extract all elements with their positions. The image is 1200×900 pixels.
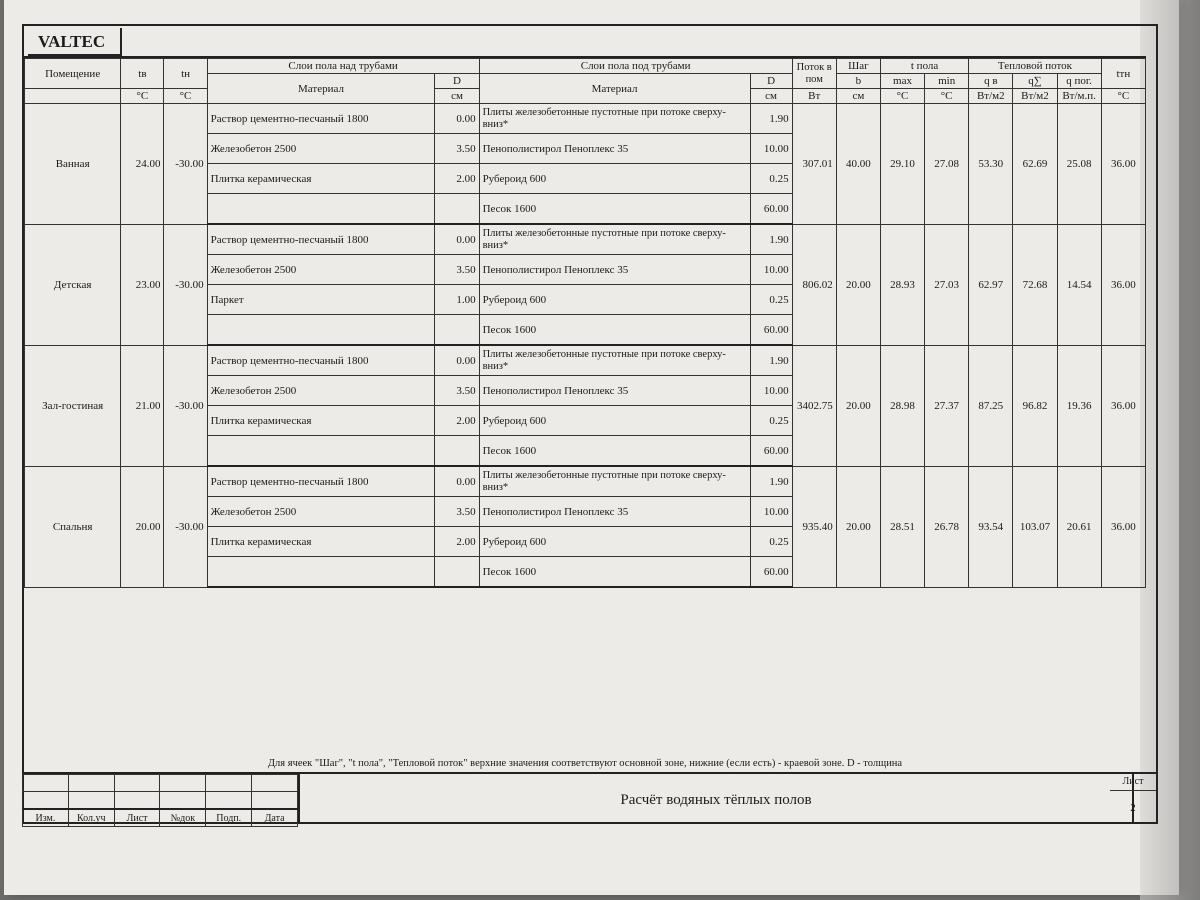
room-qpog: 20.61 (1057, 466, 1101, 587)
room-step: 20.00 (836, 345, 880, 466)
room-t-max: 28.51 (880, 466, 924, 587)
room-qsum: 62.69 (1013, 104, 1057, 225)
above-thickness: 0.00 (435, 345, 479, 376)
sheet-number: 2 (1130, 802, 1136, 814)
above-material: Плитка керамическая (207, 164, 435, 194)
below-material: Плиты железобетонные пустотные при потоке сверху-вниз* (479, 104, 750, 134)
below-thickness: 0.25 (750, 527, 792, 557)
col-step: Шаг (836, 59, 880, 74)
room-tn: -30.00 (164, 466, 207, 587)
below-thickness: 10.00 (750, 376, 792, 406)
col-above-d: D (435, 74, 479, 89)
col-room: Помещение (25, 59, 121, 89)
below-thickness: 60.00 (750, 436, 792, 467)
col-below-material: Материал (479, 74, 750, 104)
below-thickness: 10.00 (750, 497, 792, 527)
below-material: Песок 1600 (479, 557, 750, 588)
above-thickness (435, 436, 479, 467)
stamp-label-izm: Изм. (23, 809, 69, 827)
unit-tn: °C (164, 89, 207, 104)
stamp-label-podp: Подп. (206, 809, 252, 827)
col-t-min: min (925, 74, 969, 89)
floor-heating-table (24, 58, 1146, 588)
below-thickness: 10.00 (750, 255, 792, 285)
room-qsum: 96.82 (1013, 345, 1057, 466)
above-thickness: 2.00 (435, 164, 479, 194)
unit-ttn: °C (1101, 89, 1145, 104)
above-thickness: 0.00 (435, 104, 479, 134)
above-thickness: 3.50 (435, 255, 479, 285)
unit-room (25, 89, 121, 104)
below-thickness: 60.00 (750, 557, 792, 588)
below-material: Плиты железобетонные пустотные при потоке сверху-вниз* (479, 345, 750, 376)
above-material (207, 557, 435, 588)
unit-qpog: Вт/м.п. (1057, 89, 1101, 104)
above-material: Железобетон 2500 (207, 255, 435, 285)
below-thickness: 1.90 (750, 224, 792, 255)
above-material (207, 194, 435, 225)
room-qsum: 103.07 (1013, 466, 1057, 587)
room-heat-flow: 307.01 (792, 104, 836, 225)
above-thickness: 3.50 (435, 134, 479, 164)
room-tn: -30.00 (164, 345, 207, 466)
col-above-material: Материал (207, 74, 435, 104)
above-material: Раствор цементно-песчаный 1800 (207, 104, 435, 134)
table-row (25, 345, 1146, 376)
below-thickness: 0.25 (750, 164, 792, 194)
col-qpog: q пог. (1057, 74, 1101, 89)
room-heat-flow: 3402.75 (792, 345, 836, 466)
above-thickness: 3.50 (435, 497, 479, 527)
col-above-layers: Слои пола над трубами (207, 59, 479, 74)
below-thickness: 1.90 (750, 345, 792, 376)
room-qv: 93.54 (969, 466, 1013, 587)
room-name: Зал-гостиная (25, 345, 121, 466)
stamp-label-list: Лист (114, 809, 160, 827)
table-row (25, 104, 1146, 134)
room-tv: 21.00 (121, 345, 164, 466)
above-material: Железобетон 2500 (207, 376, 435, 406)
below-thickness: 60.00 (750, 315, 792, 346)
above-material: Паркет (207, 285, 435, 315)
above-material: Раствор цементно-песчаный 1800 (207, 224, 435, 255)
room-name: Спальня (25, 466, 121, 587)
above-material: Раствор цементно-песчаный 1800 (207, 345, 435, 376)
room-ttn: 36.00 (1101, 466, 1145, 587)
room-qpog: 14.54 (1057, 224, 1101, 345)
unit-below-d: см (750, 89, 792, 104)
stamp-label-data: Дата (252, 809, 298, 827)
document-title: Расчёт водяных тёплых полов (298, 774, 1134, 824)
col-flow: Поток в пом (792, 59, 836, 89)
below-thickness: 60.00 (750, 194, 792, 225)
above-material: Раствор цементно-песчаный 1800 (207, 466, 435, 497)
col-below-layers: Слои пола под трубами (479, 59, 792, 74)
above-thickness (435, 557, 479, 588)
room-step: 20.00 (836, 224, 880, 345)
room-heat-flow: 935.40 (792, 466, 836, 587)
above-material (207, 436, 435, 467)
room-ttn: 36.00 (1101, 345, 1145, 466)
below-material: Пенополистирол Пеноплекс 35 (479, 376, 750, 406)
below-material: Песок 1600 (479, 436, 750, 467)
room-qpog: 25.08 (1057, 104, 1101, 225)
col-qsum: q∑ (1013, 74, 1057, 89)
col-tv: tв (121, 59, 164, 89)
company-logo: VALTEC (28, 28, 122, 56)
room-t-min: 27.37 (925, 345, 969, 466)
above-thickness: 2.00 (435, 406, 479, 436)
room-step: 40.00 (836, 104, 880, 225)
room-name: Ванная (25, 104, 121, 225)
below-thickness: 0.25 (750, 285, 792, 315)
unit-above-d: см (435, 89, 479, 104)
room-ttn: 36.00 (1101, 104, 1145, 225)
below-material: Песок 1600 (479, 194, 750, 225)
stamp-label-ndok: №док (160, 809, 206, 827)
col-ttn: tтн (1101, 59, 1145, 89)
room-qv: 87.25 (969, 345, 1013, 466)
col-t-floor: t пола (880, 59, 968, 74)
above-thickness: 2.00 (435, 527, 479, 557)
room-t-min: 26.78 (925, 466, 969, 587)
below-material: Плиты железобетонные пустотные при потоке сверху-вниз* (479, 466, 750, 497)
above-thickness: 3.50 (435, 376, 479, 406)
below-material: Рубероид 600 (479, 527, 750, 557)
table-row (25, 224, 1146, 255)
room-tn: -30.00 (164, 224, 207, 345)
above-thickness: 0.00 (435, 224, 479, 255)
room-t-max: 28.98 (880, 345, 924, 466)
room-tv: 20.00 (121, 466, 164, 587)
above-thickness (435, 194, 479, 225)
col-heat-flow: Тепловой поток (969, 59, 1101, 74)
above-thickness: 1.00 (435, 285, 479, 315)
below-thickness: 0.25 (750, 406, 792, 436)
unit-t-max: °C (880, 89, 924, 104)
room-qpog: 19.36 (1057, 345, 1101, 466)
unit-tv: °C (121, 89, 164, 104)
below-material: Пенополистирол Пеноплекс 35 (479, 134, 750, 164)
below-material: Песок 1600 (479, 315, 750, 346)
col-t-max: max (880, 74, 924, 89)
unit-qv: Вт/м2 (969, 89, 1013, 104)
below-material: Пенополистирол Пеноплекс 35 (479, 497, 750, 527)
sheet-label: Лист (1110, 774, 1156, 791)
col-qv: q в (969, 74, 1013, 89)
revision-grid (22, 774, 298, 827)
room-t-max: 29.10 (880, 104, 924, 225)
room-qv: 53.30 (969, 104, 1013, 225)
room-tv: 24.00 (121, 104, 164, 225)
above-material: Плитка керамическая (207, 406, 435, 436)
above-material: Железобетон 2500 (207, 134, 435, 164)
room-t-max: 28.93 (880, 224, 924, 345)
col-step-b: b (836, 74, 880, 89)
room-step: 20.00 (836, 466, 880, 587)
footnote: Для ячеек "Шаг", "t пола", "Тепловой поток" верхние значения соответствуют основной зоне, нижние (если есть) - краевой зоне. D - толщина (267, 758, 903, 769)
col-tn: tн (164, 59, 207, 89)
room-qsum: 72.68 (1013, 224, 1057, 345)
unit-qsum: Вт/м2 (1013, 89, 1057, 104)
above-thickness (435, 315, 479, 346)
room-tn: -30.00 (164, 104, 207, 225)
below-material: Плиты железобетонные пустотные при потоке сверху-вниз* (479, 224, 750, 255)
title-block (22, 772, 1158, 826)
above-thickness: 0.00 (435, 466, 479, 497)
above-material (207, 315, 435, 346)
below-thickness: 1.90 (750, 466, 792, 497)
col-below-d: D (750, 74, 792, 89)
room-tv: 23.00 (121, 224, 164, 345)
room-t-min: 27.08 (925, 104, 969, 225)
below-material: Рубероид 600 (479, 164, 750, 194)
below-material: Пенополистирол Пеноплекс 35 (479, 255, 750, 285)
room-t-min: 27.03 (925, 224, 969, 345)
below-thickness: 1.90 (750, 104, 792, 134)
room-heat-flow: 806.02 (792, 224, 836, 345)
room-qv: 62.97 (969, 224, 1013, 345)
unit-flow: Вт (792, 89, 836, 104)
unit-step: см (836, 89, 880, 104)
room-name: Детская (25, 224, 121, 345)
below-material: Рубероид 600 (479, 406, 750, 436)
sheet-box (1110, 774, 1156, 824)
unit-t-min: °C (925, 89, 969, 104)
below-material: Рубероид 600 (479, 285, 750, 315)
table-row (25, 466, 1146, 497)
above-material: Железобетон 2500 (207, 497, 435, 527)
room-ttn: 36.00 (1101, 224, 1145, 345)
above-material: Плитка керамическая (207, 527, 435, 557)
stamp-label-kol: Кол.уч (68, 809, 114, 827)
below-thickness: 10.00 (750, 134, 792, 164)
